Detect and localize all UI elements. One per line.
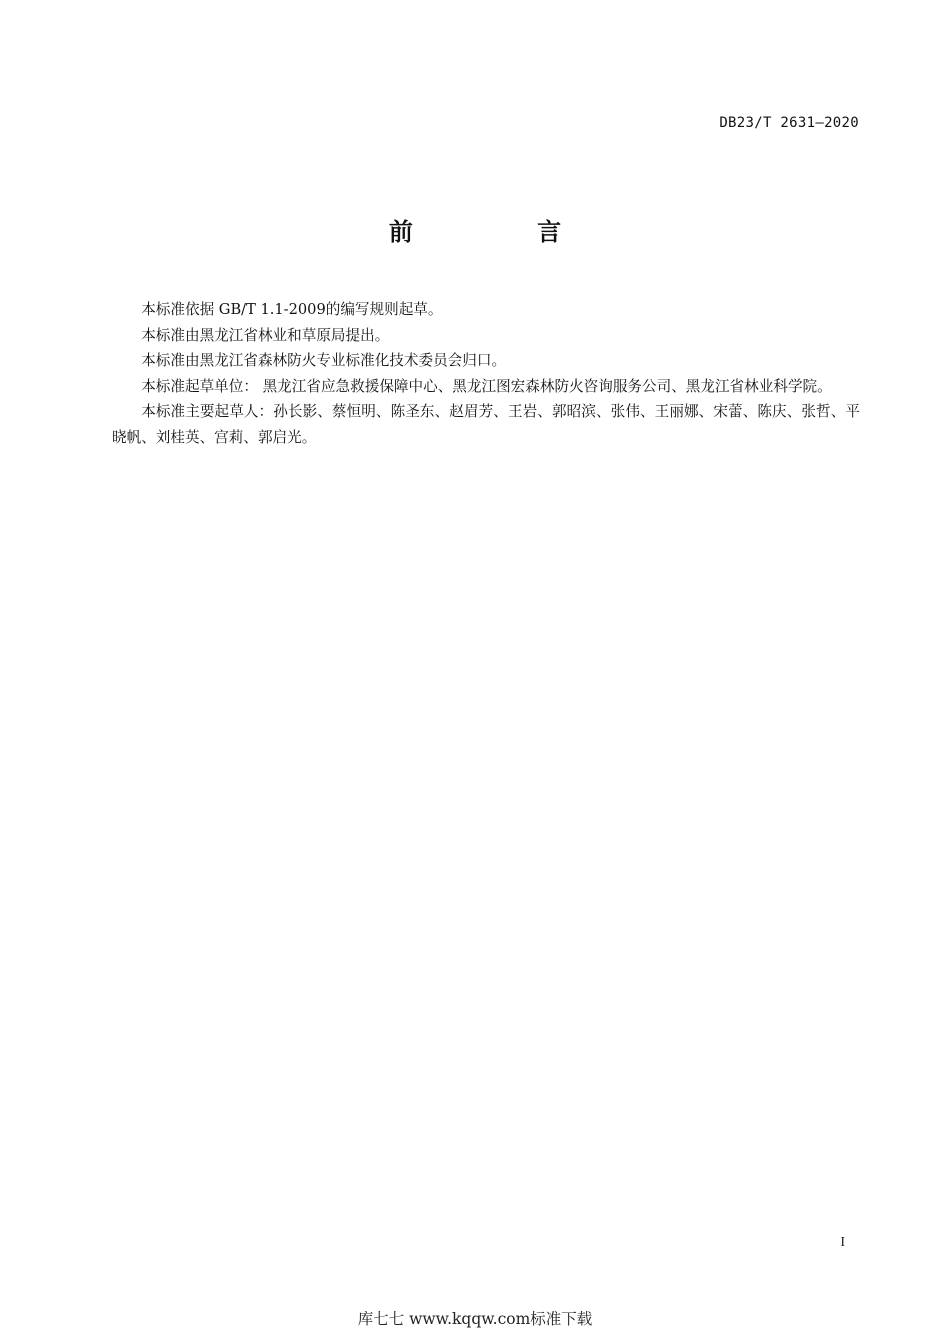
paragraph-proposer: 本标准由黑龙江省林业和草原局提出。 <box>141 326 390 344</box>
foreword-body <box>112 297 860 450</box>
paragraph-drafters: 本标准主要起草人：孙长影、蔡恒明、陈圣东、赵眉芳、王岩、郭昭滨、张伟、王丽娜、宋蕾、陈庆、张哲、平晓帆、刘桂英、宫莉、郭启光。 <box>112 403 860 446</box>
page-title: 前 言 <box>388 218 620 246</box>
paragraph-drafting-rules: 本标准依据 GB/T 1.1-2009的编写规则起草。 <box>141 301 443 318</box>
page-number: I <box>840 1235 845 1250</box>
paragraph-drafting-units: 本标准起草单位： 黑龙江省应急救援保障中心、黑龙江图宏森林防火咨询服务公司、黑龙江省林业科学院。 <box>141 377 832 395</box>
standard-code: DB23/T 2631—2020 <box>719 115 859 131</box>
watermark-text: 库七七 www.kqqw.com标准下载 <box>357 1310 593 1328</box>
paragraph-centralized-unit: 本标准由黑龙江省森林防火专业标准化技术委员会归口。 <box>141 352 507 369</box>
